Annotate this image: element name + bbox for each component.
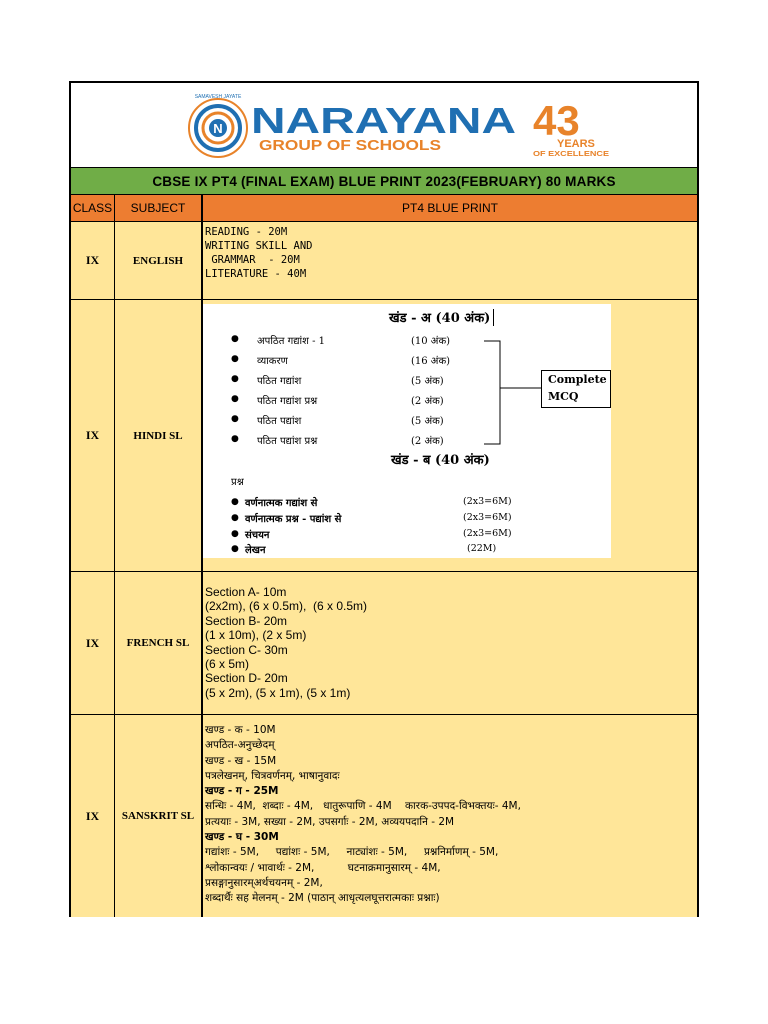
blueprint-cell (203, 572, 697, 714)
b-item-name: वर्णनात्मक प्रश्न - पद्यांश से (245, 514, 342, 525)
sanskrit-line: खण्ड - क - 10M (205, 724, 276, 736)
a-item-name: पठित पद्यांश प्रश्न (257, 436, 318, 447)
b-item-marks: (2x3=6M) (463, 496, 512, 507)
section-b-heading: खंड - ब (40 अंक) (391, 453, 490, 468)
hindi-blueprint-panel (203, 304, 611, 558)
subject-cell: FRENCH SL (115, 572, 203, 714)
sanskrit-line: पत्रलेखनम्, चित्रवर्णनम्, भाषानुवादः (205, 769, 340, 782)
header-class: CLASS (71, 195, 115, 221)
sanskrit-line: खण्ड - ग - 25M (205, 785, 279, 798)
b-item-name: संचयन (245, 530, 270, 541)
sanskrit-line: खण्ड - घ - 30M (205, 831, 279, 844)
a-item-marks: (10 अंक) (411, 336, 451, 347)
title-bar (71, 168, 697, 195)
bullet-icon: ● (231, 334, 239, 344)
blueprint-cell (203, 222, 697, 299)
sanskrit-blueprint-text (205, 723, 521, 907)
narayana-logo (71, 83, 697, 168)
bullet-icon: ● (231, 394, 239, 404)
sanskrit-line: श्लोकान्वयः / भावार्थः - 2M, घटनाक्रमानुसारम् - 4M, (205, 861, 441, 874)
sanskrit-line: सन्धिः - 4M, शब्दाः - 4M, धातुरूपाणि - 4M कारक-उपपद-विभक्तयः- 4M, (205, 800, 521, 813)
english-blueprint-text: READING - 20M WRITING SKILL AND GRAMMAR - 20M LITERATURE - 40M (205, 226, 313, 280)
page-title: CBSE IX PT4 (FINAL EXAM) BLUE PRINT 2023(FEBRUARY) 80 MARKS (152, 173, 616, 189)
prashn-label: प्रश्न (231, 477, 244, 488)
sanskrit-line: गद्यांशः - 5M, पद्यांशः - 5M, नाट्यांशः - 5M, प्रश्ननिर्माणम् - 5M, (205, 846, 499, 859)
mcq-label: MCQ (548, 390, 579, 403)
badge-years: YEARS (557, 138, 595, 150)
table-row-sanskrit (71, 715, 697, 917)
sanskrit-line: खण्ड - ख - 15M (205, 754, 277, 767)
a-item-marks: (5 अंक) (411, 376, 444, 387)
sanskrit-line: अपठित-अनुच्छेदम् (205, 739, 275, 752)
a-item-name: पठित गद्यांश (257, 376, 302, 387)
sanskrit-line: शब्दार्थैः सह मेलनम् - 2M (पाठान् आधृत्यलघूत्तरात्मकाः प्रश्नाः) (205, 892, 440, 905)
bullet-icon: ● (231, 544, 239, 554)
table-header-row (71, 195, 697, 222)
table-row-hindi (71, 300, 697, 572)
b-item-marks: (22M) (467, 543, 497, 554)
sanskrit-line: प्रत्ययाः - 3M, सख्या - 2M, उपसर्गाः - 2M, अव्ययपदानि - 2M (205, 815, 455, 828)
a-item-name: पठित पद्यांश (257, 416, 302, 427)
bullet-icon: ● (231, 529, 239, 539)
complete-mcq-box (541, 370, 611, 408)
bullet-icon: ● (231, 513, 239, 523)
header-subject: SUBJECT (115, 195, 203, 221)
badge-number: 43 (533, 97, 580, 144)
svg-text:N: N (213, 121, 223, 136)
b-item-name: लेखन (245, 545, 266, 556)
b-item-marks: (2x3=6M) (463, 512, 512, 523)
sanskrit-line: प्रसङ्गानुसारम्अर्थचयनम् - 2M, (205, 876, 323, 889)
class-cell: IX (71, 222, 115, 299)
bullet-icon: ● (231, 497, 239, 507)
subject-cell: ENGLISH (115, 222, 203, 299)
header-blueprint: PT4 BLUE PRINT (401, 201, 499, 215)
a-item-name: अपठित गद्यांश - 1 (257, 336, 326, 347)
brand-name: NARAYANA (251, 100, 516, 141)
badge-excellence: OF EXCELLENCE (533, 149, 609, 158)
a-item-marks: (2 अंक) (411, 396, 444, 407)
bullet-icon: ● (231, 354, 239, 364)
complete-label: Complete (548, 373, 607, 386)
b-item-name: वर्णनात्मक गद्यांश से (245, 498, 318, 509)
logo-banner (71, 83, 697, 168)
emblem-ring-text: SAMAVESH JAYATE (194, 94, 242, 100)
blueprint-cell (203, 300, 697, 571)
a-item-marks: (5 अंक) (411, 416, 444, 427)
table-row-french (71, 572, 697, 715)
class-cell: IX (71, 572, 115, 714)
brand-subtitle: GROUP OF SCHOOLS (259, 138, 442, 154)
class-cell: IX (71, 715, 115, 917)
bullet-icon: ● (231, 434, 239, 444)
blueprint-cell (203, 715, 697, 917)
class-cell: IX (71, 300, 115, 571)
french-blueprint-text: Section A- 10m (2x2m), (6 x 0.5m), (6 x 0.5m) Section B- 20m (1 x 10m), (2 x 5m) Section C- 30m (6 x 5m) Section D- 20m (5 x 2m), (5 x 1m), (5 x 1m) (205, 585, 368, 700)
subject-cell: SANSKRIT SL (115, 715, 203, 917)
a-item-name: पठित गद्यांश प्रश्न (257, 396, 318, 407)
blueprint-table (69, 81, 699, 917)
subject-cell: HINDI SL (115, 300, 203, 571)
a-item-name: व्याकरण (257, 356, 288, 367)
a-item-marks: (16 अंक) (411, 356, 451, 367)
b-item-marks: (2x3=6M) (463, 528, 512, 539)
bullet-icon: ● (231, 414, 239, 424)
a-item-marks: (2 अंक) (411, 436, 444, 447)
section-a-heading: खंड - अ (40 अंक) (389, 311, 491, 326)
bullet-icon: ● (231, 374, 239, 384)
table-row-english (71, 222, 697, 300)
